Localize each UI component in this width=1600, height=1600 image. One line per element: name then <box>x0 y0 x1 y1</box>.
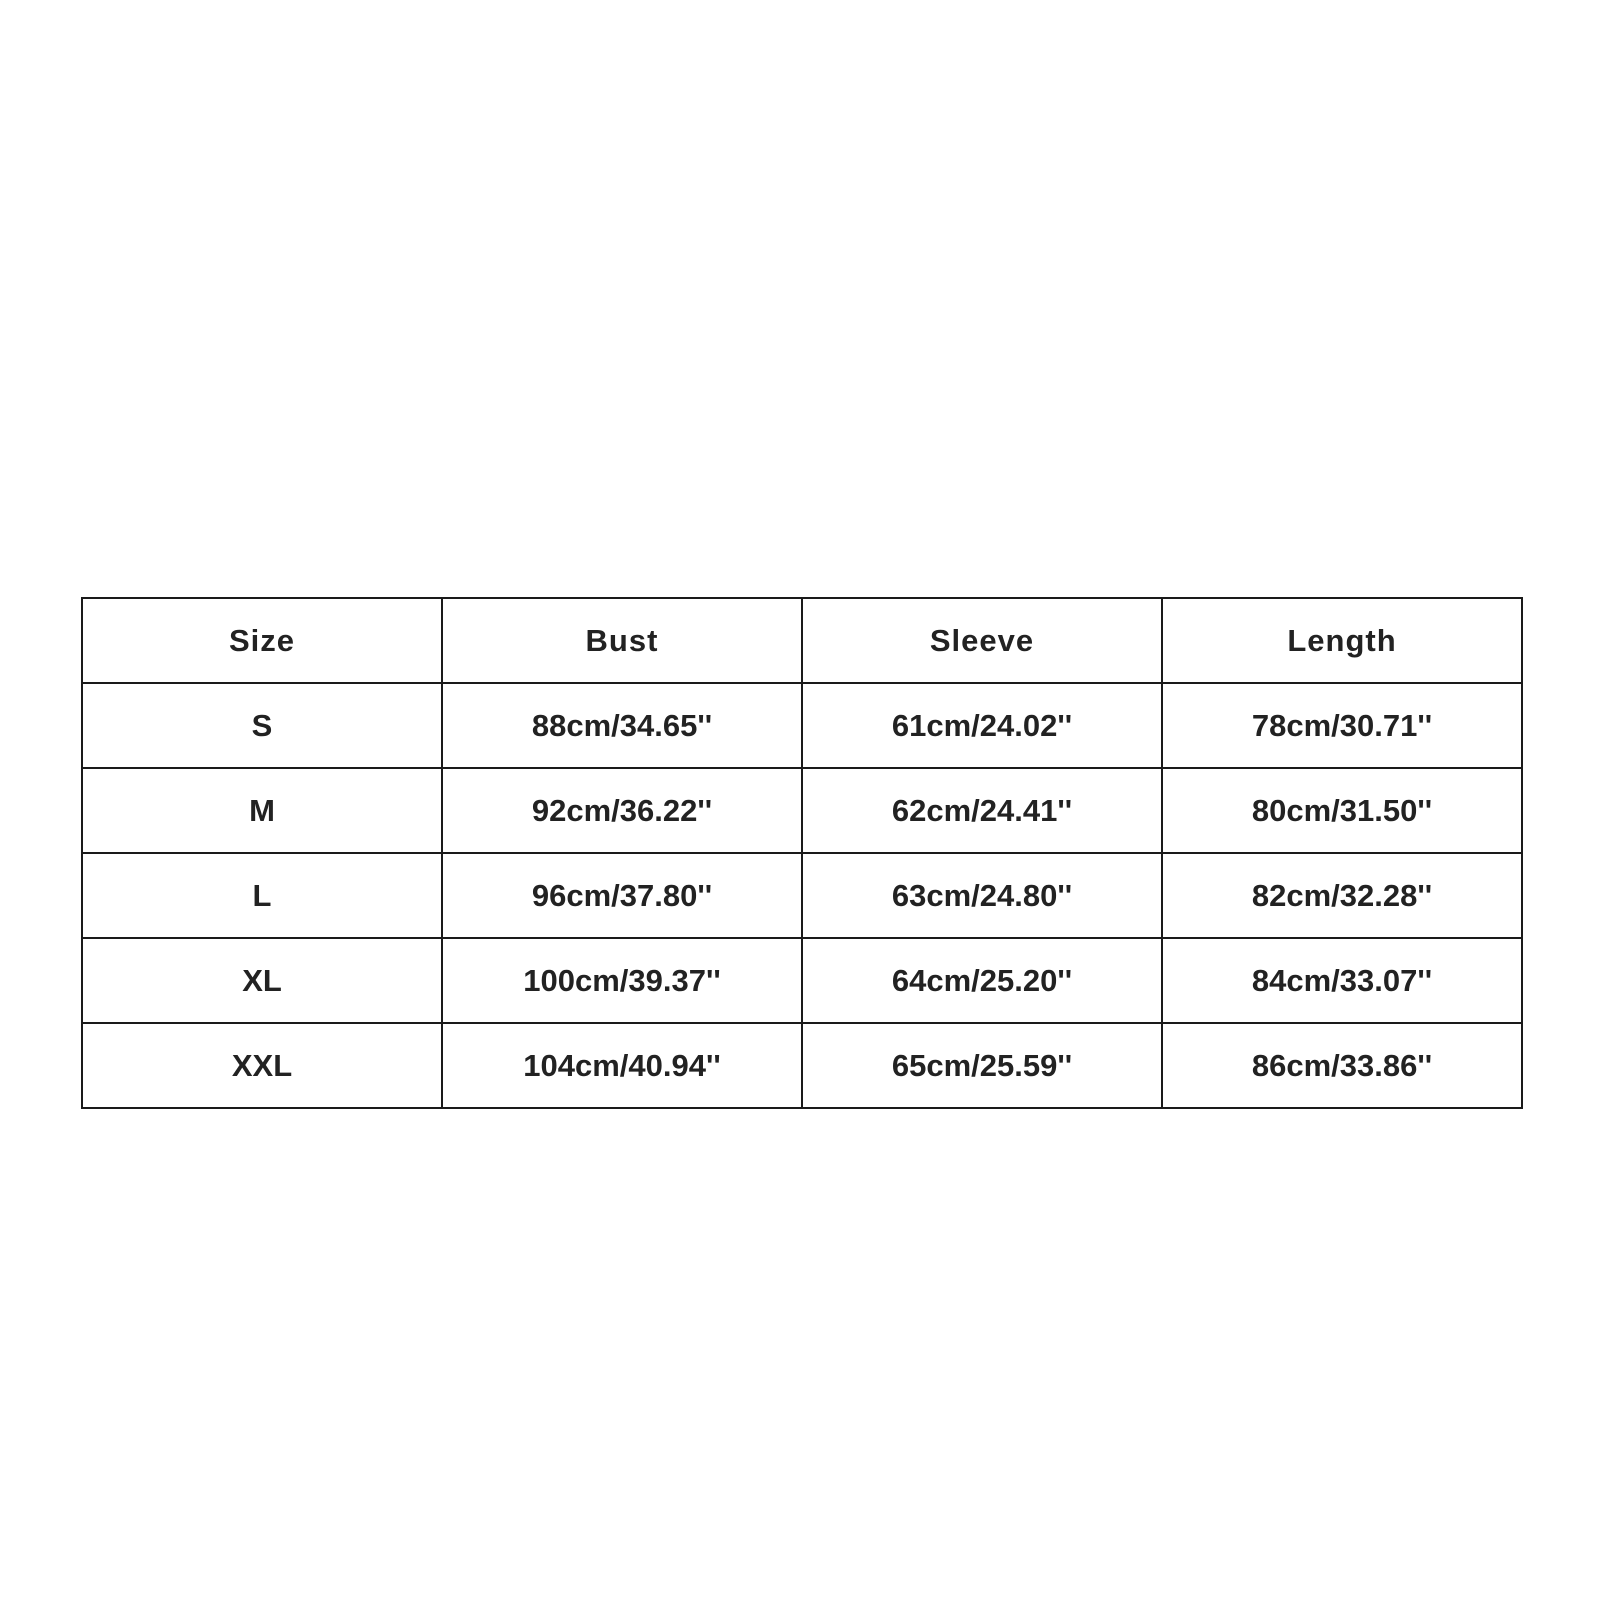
cell-size: L <box>82 853 442 938</box>
header-size: Size <box>82 598 442 683</box>
size-chart-table <box>81 597 1523 1109</box>
cell-length: 84cm/33.07'' <box>1162 938 1522 1023</box>
cell-bust: 96cm/37.80'' <box>442 853 802 938</box>
cell-bust: 100cm/39.37'' <box>442 938 802 1023</box>
header-length: Length <box>1162 598 1522 683</box>
cell-sleeve: 64cm/25.20'' <box>802 938 1162 1023</box>
size-chart-header <box>82 598 1522 683</box>
cell-length: 82cm/32.28'' <box>1162 853 1522 938</box>
cell-sleeve: 61cm/24.02'' <box>802 683 1162 768</box>
cell-sleeve: 65cm/25.59'' <box>802 1023 1162 1108</box>
table-row <box>82 938 1522 1023</box>
cell-bust: 104cm/40.94'' <box>442 1023 802 1108</box>
cell-length: 78cm/30.71'' <box>1162 683 1522 768</box>
header-row <box>82 598 1522 683</box>
cell-bust: 88cm/34.65'' <box>442 683 802 768</box>
table-row <box>82 683 1522 768</box>
header-bust: Bust <box>442 598 802 683</box>
cell-size: S <box>82 683 442 768</box>
cell-size: XL <box>82 938 442 1023</box>
cell-sleeve: 63cm/24.80'' <box>802 853 1162 938</box>
cell-size: M <box>82 768 442 853</box>
table-row <box>82 1023 1522 1108</box>
table-row <box>82 768 1522 853</box>
cell-length: 80cm/31.50'' <box>1162 768 1522 853</box>
cell-bust: 92cm/36.22'' <box>442 768 802 853</box>
cell-size: XXL <box>82 1023 442 1108</box>
cell-length: 86cm/33.86'' <box>1162 1023 1522 1108</box>
table-row <box>82 853 1522 938</box>
header-sleeve: Sleeve <box>802 598 1162 683</box>
size-chart-body <box>82 683 1522 1108</box>
cell-sleeve: 62cm/24.41'' <box>802 768 1162 853</box>
